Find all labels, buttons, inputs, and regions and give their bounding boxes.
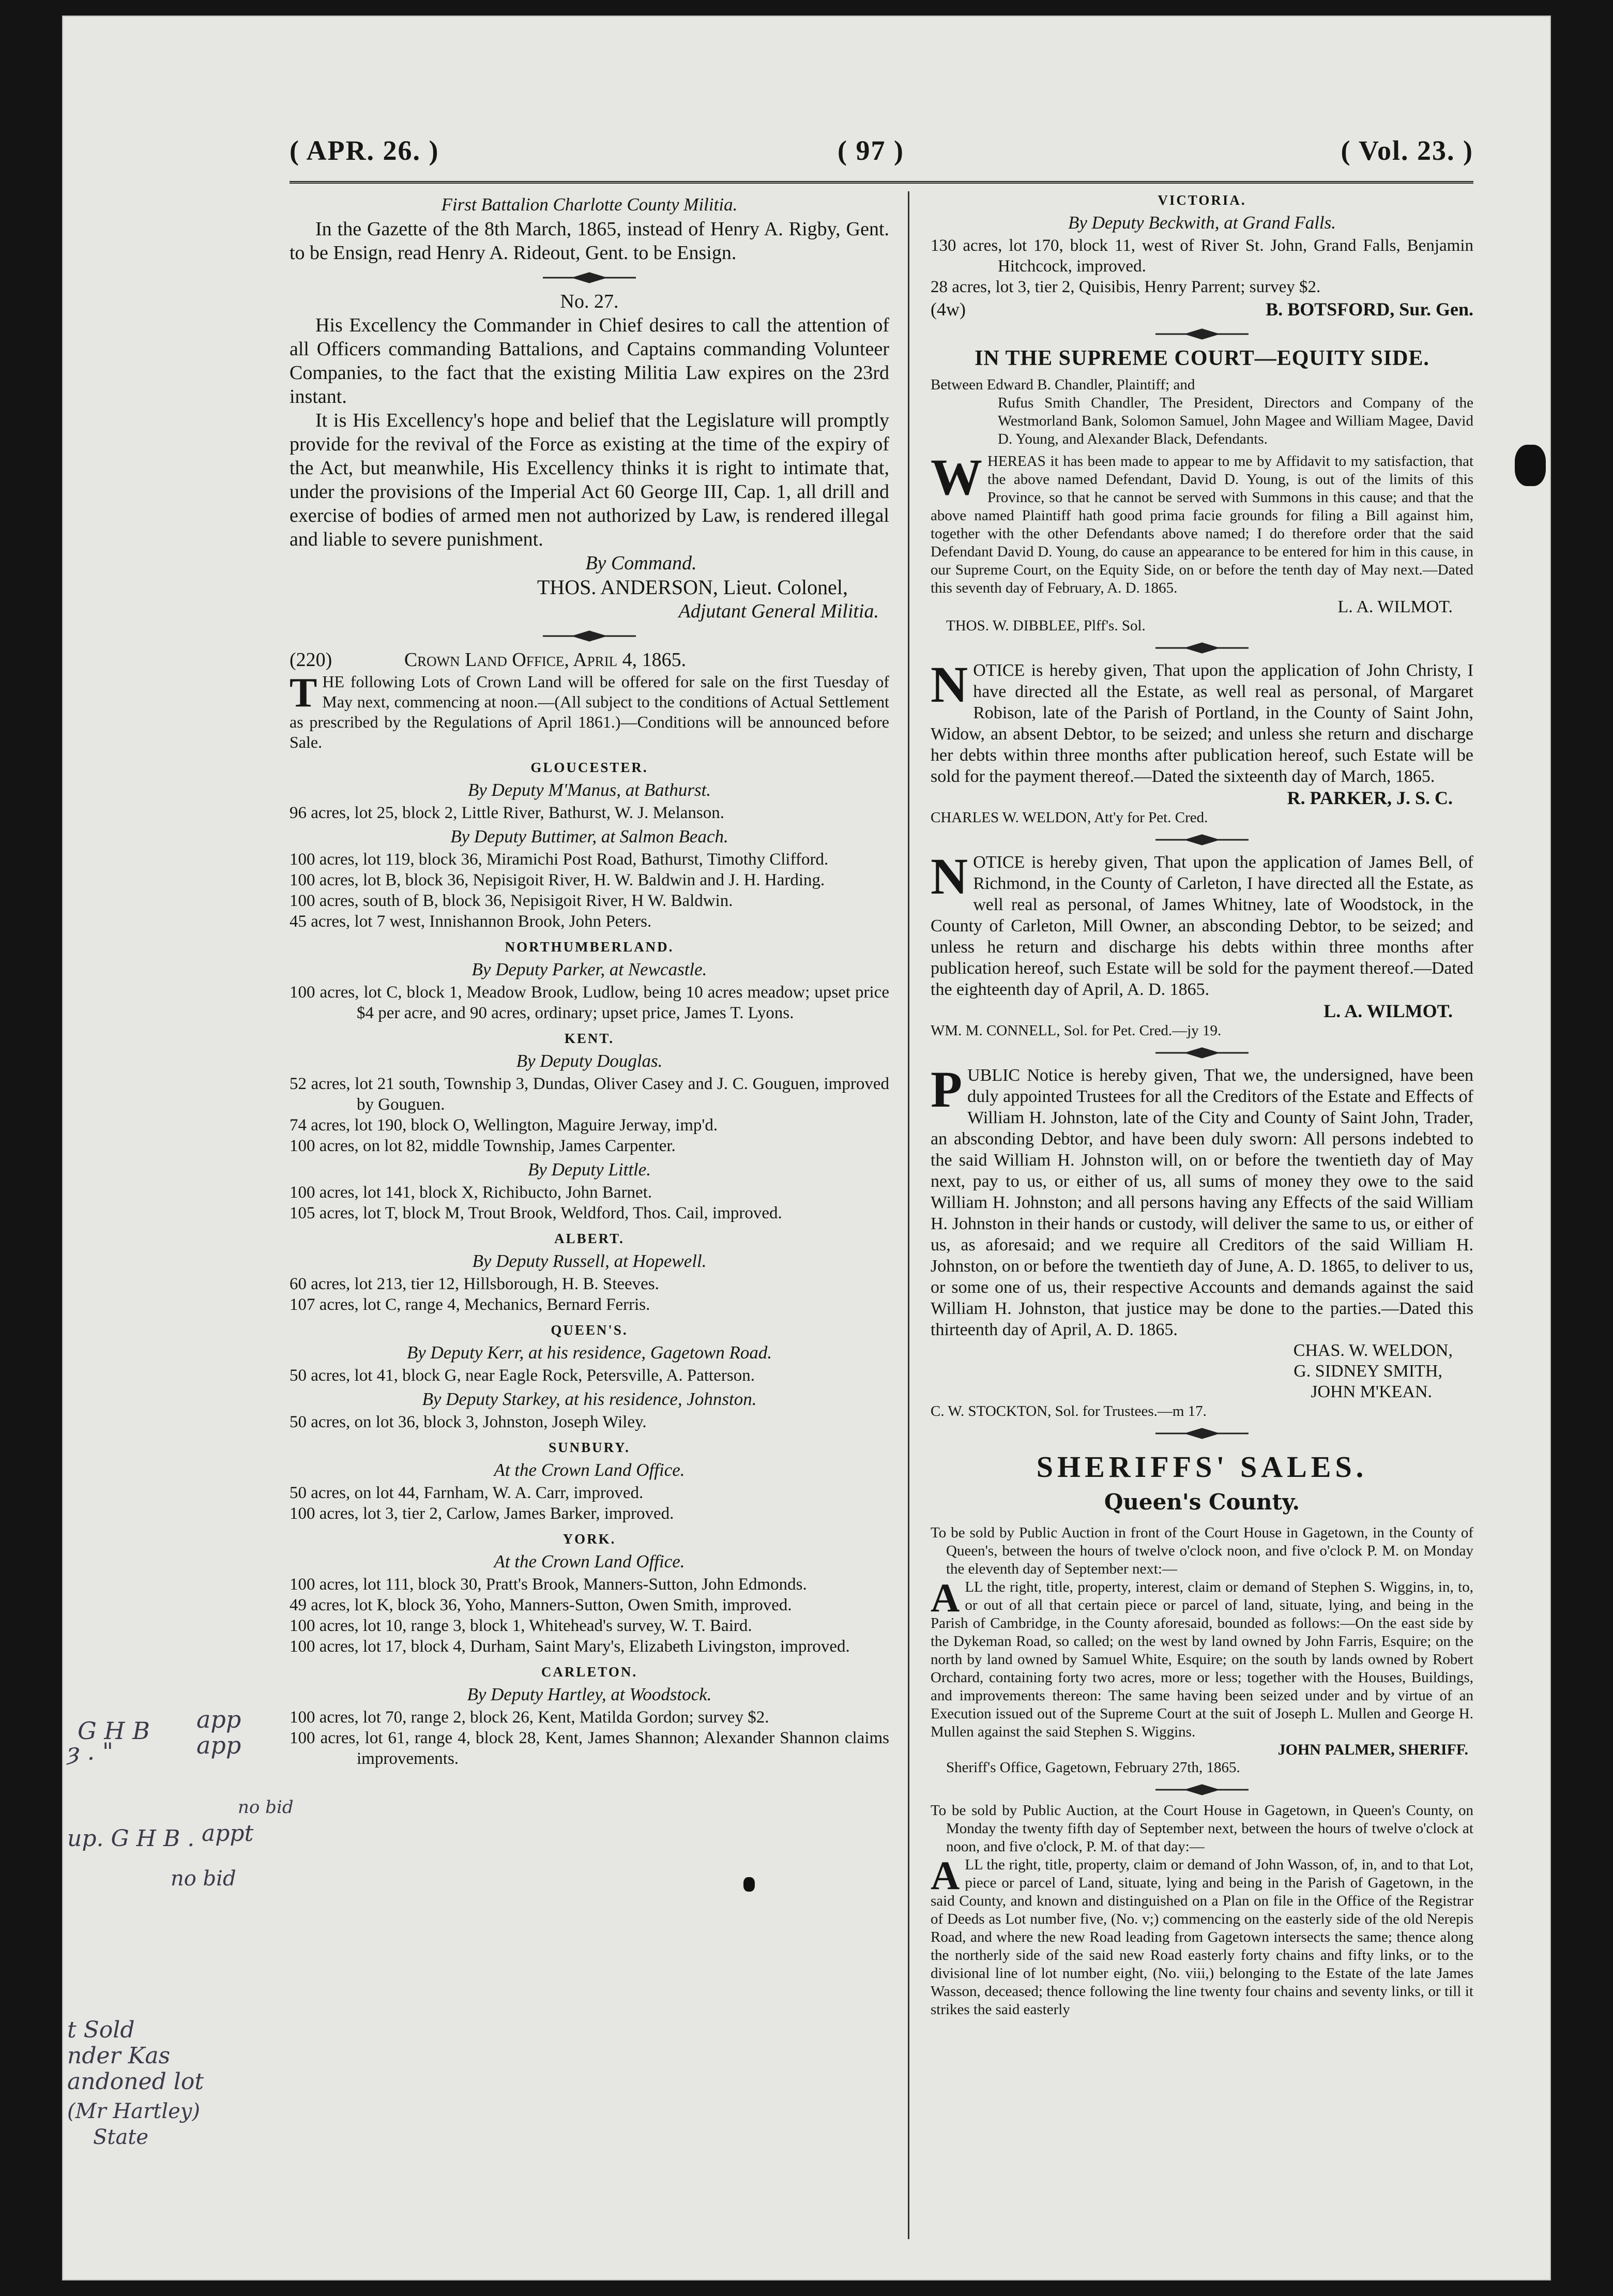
drop-cap-n: N	[931, 848, 968, 905]
lot-entry: 107 acres, lot C, range 4, Mechanics, Bernard Ferris.	[290, 1295, 650, 1314]
county-name: GLOUCESTER.	[530, 760, 648, 775]
botsford-signature-line	[931, 297, 1473, 321]
deputy-line: By Deputy Starkey, at his residence, Johnston.	[422, 1389, 757, 1409]
county-name: QUEEN'S.	[551, 1322, 628, 1338]
handwritten-note: app	[196, 1705, 241, 1733]
notice-whitney-text: OTICE is hereby given, That upon the application of James Bell, of Richmond, in the County of Carleton, I have directed all the Estate, as well real as personal, of James Whitney, late of Woodstock, in the County of Carleton, Mill Owner, an absconding Debtor, to be seized; and unless he return and discharge his debts within three months after publication hereof, such Estate will be sold for the payment thereof.—Dated the eighteenth day of April, A. D. 1865.	[931, 853, 1473, 999]
deputy-line: By Deputy M'Manus, at Bathurst.	[467, 780, 711, 800]
ornament-rule-icon	[1155, 1784, 1249, 1795]
county-albert	[290, 1231, 889, 1315]
deputy-line: By Deputy Buttimer, at Salmon Beach.	[450, 826, 728, 847]
county-queens	[290, 1322, 889, 1432]
county-name: YORK.	[562, 1531, 616, 1547]
order-number: No. 27.	[560, 291, 619, 312]
lot-entry: 96 acres, lot 25, block 2, Little River, Bathurst, W. J. Melanson.	[290, 804, 724, 822]
notice-johnston-text: UBLIC Notice is hereby given, That we, the undersigned, have been duly appointed Trustees for all the Creditors of the Estate and Effects of William H. Johnston, late of the City and County of Saint John, Trader, an absconding Debtor, and have been duly sworn: All persons indebted to the said William H. Johnston will, on or before the twentieth day of May next, pay to us, or either of us, all sums of money they owe to the said William H. Johnston; and all persons having any Effects of the said William H. Johnston in their hands or custody, will deliver the same to us, or either of us, as aforesaid; and we require all Creditors of the said William H. Johnston, on or before the twentieth day of June, A. D. 1865, to deliver to us, or some one of us, their respective Accounts and demands against the said William H. Johnston, that justice may be done to the parties.—Dated this thirteenth day of April, A. D. 1865.	[931, 1066, 1473, 1339]
lot-entry: 49 acres, lot K, block 36, Yoho, Manners-Sutton, Owen Smith, improved.	[290, 1596, 792, 1614]
left-column	[290, 191, 889, 2177]
crown-land-office: Crown Land Office, April 4, 1865.	[404, 649, 687, 671]
sale-1-intro: To be sold by Public Auction in front of the Court House in Gagetown, in the County of Queen's, between the hours of twelve o'clock noon, and five o'clock P. M. on Monday the eleventh day of September next:—	[931, 1524, 1473, 1577]
lot-entry: 100 acres, lot 70, range 2, block 26, Kent, Matilda Gordon; survey $2.	[290, 1708, 769, 1727]
county-kent	[290, 1031, 889, 1223]
county-name: CARLETON.	[541, 1664, 638, 1680]
county-northumberland	[290, 939, 889, 1023]
lot-entry: 50 acres, lot 41, block G, near Eagle Rock, Petersville, A. Patterson.	[290, 1366, 755, 1385]
deputy-line: By Deputy Little.	[527, 1159, 651, 1180]
deputy-line: By Deputy Parker, at Newcastle.	[471, 959, 707, 979]
header-page-number: ( 97 )	[838, 135, 904, 166]
drop-cap-p: P	[931, 1061, 963, 1118]
crown-land-number: (220)	[290, 649, 332, 671]
handwritten-note: ȝ . "	[67, 1738, 114, 1765]
notice-robison	[931, 656, 1473, 787]
deputy-line: By Deputy Kerr, at his residence, Gagetown Road.	[406, 1342, 772, 1363]
lot-entry: 100 acres, lot 17, block 4, Durham, Saint Mary's, Elizabeth Livingston, improved.	[290, 1637, 850, 1656]
handwritten-note: andoned lot	[67, 2068, 204, 2095]
handwritten-note: State	[93, 2125, 149, 2149]
ornament-rule-icon	[543, 630, 636, 642]
sale-2-intro: To be sold by Public Auction, at the Court House in Gagetown, in Queen's County, on Monday the twenty fifth day of September next, between the hours of twelve o'clock at noon, and five o'clock, P. M. of that day:—	[931, 1802, 1473, 1855]
order-paragraph-2: It is His Excellency's hope and belief that the Legislature will promptly provide for the revival of the Force as existing at the time of the expiry of the Act, but meanwhile, His Excellency thinks it is right to intimate that, under the provisions of the Imperial Act 60 George III, Cap. 1, all drill and exercise of bodies of armed men not authorized by Law, is rendered illegal and liable to severe punishment.	[290, 410, 889, 550]
right-column	[931, 191, 1473, 2177]
handwritten-note: nder Kas	[67, 2043, 171, 2069]
lot-entry: 100 acres, lot 119, block 36, Miramichi Post Road, Bathurst, Timothy Clifford.	[290, 850, 829, 869]
sale-2-text: LL the right, title, property, claim or demand of John Wasson, of, in, and to that Lot, piece or parcel of Land, situate, lying and being in the Parish of Gagetown, in the said County, and known and distinguished on a Plan on file in the Office of the Registrar of Deeds as Lot number five, (No. v;) commencing on the easterly side of the old Nerepis Road, and where the new Road leading from Gagetown intersects the same; thence along the northerly side of the said new Road easterly forty chains and fifty links, or to the divisional line of lot number eight, (No. viii,) belonging to the Estate of the late James Wasson, deceased; thence following the line twenty four chains and seventy links, or till it strikes the said easterly	[931, 1856, 1473, 2018]
lot-entry: 28 acres, lot 3, tier 2, Quisibis, Henry Parrent; survey $2.	[931, 278, 1321, 296]
county-name: KENT.	[564, 1031, 615, 1046]
lot-entry: 50 acres, on lot 36, block 3, Johnston, Joseph Wiley.	[290, 1413, 647, 1431]
county-sunbury	[290, 1440, 889, 1524]
deputy-line: At the Crown Land Office.	[494, 1460, 685, 1480]
notice-robison-text: OTICE is hereby given, That upon the application of John Christy, I have directed all the Estate, as well real as personal, of Margaret Robison, late of the Parish of Portland, in the County of Saint John, Widow, an absent Debtor, to be seized; and unless she return and discharge her debts within three months after publication hereof, such Estate will be sold for the payment thereof.—Dated the sixteenth day of March, 1865.	[931, 661, 1473, 786]
lot-entry: 130 acres, lot 170, block 11, west of River St. John, Grand Falls, Benjamin Hitchcock, improved.	[931, 236, 1473, 276]
handwritten-note: up. G H B .	[67, 1825, 195, 1852]
page-header	[290, 124, 1473, 176]
column-divider	[908, 191, 909, 2239]
ornament-rule-icon	[1155, 1428, 1249, 1439]
stockton-solicitor: C. W. STOCKTON, Sol. for Trustees.—m 17.	[931, 1403, 1207, 1419]
lot-entry: 60 acres, lot 213, tier 12, Hillsborough, H. B. Steeves.	[290, 1275, 659, 1293]
drop-cap-n: N	[931, 656, 968, 713]
lot-entry: 100 acres, lot 10, range 3, block 1, Whitehead's survey, W. T. Baird.	[290, 1617, 752, 1635]
notice-whitney	[931, 848, 1473, 1000]
anderson-signature: THOS. ANDERSON, Lieut. Colonel,	[537, 576, 848, 599]
handwritten-note: G H B	[78, 1717, 150, 1745]
lot-entry: 100 acres, lot 141, block X, Richibucto, John Barnet.	[290, 1183, 652, 1202]
drop-cap-a: A	[931, 1853, 960, 1898]
crown-land-text: HE following Lots of Crown Land will be offered for sale on the first Tuesday of May next, commencing at noon.—(All subject to the conditions of Actual Settlement as prescribed by the Regulations of April 1861.)—Conditions will be announced before Sale.	[290, 672, 889, 751]
lot-entry: 100 acres, lot 111, block 30, Pratt's Brook, Manners-Sutton, John Edmonds.	[290, 1575, 807, 1594]
militia-correction: In the Gazette of the 8th March, 1865, instead of Henry A. Rigby, Gent. to be Ensign, read Henry A. Rideout, Gent. to be Ensign.	[290, 218, 889, 264]
order-paragraph-1: His Excellency the Commander in Chief desires to call the attention of all Officers commanding Battalions, and Captains commanding Volunteer Companies, to the fact that the existing Militia Law expires on the 23rd instant.	[290, 314, 889, 407]
by-command: By Command.	[585, 552, 697, 574]
notice-johnston-trustees	[931, 1061, 1473, 1340]
gazette-page	[62, 16, 1551, 2280]
palmer-signature: JOHN PALMER, SHERIFF.	[1277, 1741, 1468, 1758]
militia-heading: First Battalion Charlotte County Militia.	[441, 194, 738, 215]
adjutant-title: Adjutant General Militia.	[678, 600, 879, 622]
county-name: NORTHUMBERLAND.	[505, 939, 674, 955]
ornament-rule-icon	[1155, 1047, 1249, 1059]
county-victoria: VICTORIA.	[1158, 192, 1246, 208]
lot-entry: 52 acres, lot 21 south, Township 3, Dundas, Oliver Casey and J. C. Gouguen, improved by Gouguen.	[290, 1075, 889, 1114]
supreme-court-heading: IN THE SUPREME COURT—EQUITY SIDE.	[975, 346, 1429, 370]
crown-land-intro	[290, 672, 889, 752]
court-solicitor: THOS. W. DIBBLEE, Plff's. Sol.	[946, 617, 1146, 634]
ornament-rule-icon	[543, 272, 636, 283]
ornament-rule-icon	[1155, 834, 1249, 845]
county-name: ALBERT.	[554, 1231, 625, 1246]
header-date: ( APR. 26. )	[290, 135, 439, 166]
county-carleton	[290, 1664, 889, 1769]
lot-entry: 100 acres, lot B, block 36, Nepisigoit River, H. W. Baldwin and J. H. Harding.	[290, 871, 825, 889]
wilmot-signature: L. A. WILMOT.	[1323, 1001, 1453, 1021]
court-parties: Rufus Smith Chandler, The President, Directors and Company of the Westmorland Bank, Solomon Samuel, John Magee and William Magee, David D. Young, and Alexander Black, Defendants.	[998, 395, 1473, 447]
lot-entry: 45 acres, lot 7 west, Innishannon Brook, John Peters.	[290, 912, 652, 931]
lot-entry: 50 acres, on lot 44, Farnham, W. A. Carr, improved.	[290, 1484, 644, 1502]
lot-entry: 100 acres, lot 3, tier 2, Carlow, James Barker, improved.	[290, 1504, 674, 1523]
handwritten-note: appt	[202, 1820, 254, 1847]
header-volume: ( Vol. 23. )	[1341, 135, 1473, 166]
crown-land-dateline	[290, 648, 889, 672]
deputy-line: At the Crown Land Office.	[494, 1551, 685, 1572]
queens-county-heading: Queen's County.	[1104, 1489, 1300, 1515]
court-order-text: HEREAS it has been made to appear to me by Affidavit to my satisfaction, that the above named Defendant, David D. Young, is out of the limits of this Province, so that he cannot be served with Summons in this cause; and that the above named Plaintiff hath good prima facie grounds for filing a Bill against him, together with the other Defendants above named; I do therefore order that the said Defendant David D. Young, do cause an appearance to be entered for him in this cause, in our Supreme Court, on the Equity Side, on or before the tenth day of May next.—Dated this seventh day of February, A. D. 1865.	[931, 453, 1473, 596]
sale-1-text: LL the right, title, property, interest, claim or demand of Stephen S. Wiggins, in, to, or out of all that certain piece or parcel of land, situate, lying, and being in the Parish of Cambridge, in the County aforesaid, bounded as follows:—On the east side by the Dykeman Road, so called; on the west by land owned by John Farris, Esquire; on the north by land owned by Samuel White, Esquire; on the south by lands owned by Robert Orchard, containing forty two acres, more or less; together with the Houses, Buildings, and improvements thereon: The same having been seized under and by virtue of an Execution issued out of the Supreme Court at the suit of Joseph L. Mullen and George H. Mullen against the said Stephen S. Wiggins.	[931, 1579, 1473, 1740]
ornament-rule-icon	[1155, 642, 1249, 654]
county-gloucester	[290, 760, 889, 932]
handwritten-note: no bid	[238, 1797, 294, 1818]
court-signature: L. A. WILMOT.	[1337, 597, 1453, 616]
weldon-attorney: CHARLES W. WELDON, Att'y for Pet. Cred.	[931, 809, 1208, 826]
ink-blot-icon	[1515, 445, 1546, 486]
court-order	[931, 448, 1473, 597]
connell-solicitor: WM. M. CONNELL, Sol. for Pet. Cred.—jy 19.	[931, 1022, 1222, 1039]
sheriffs-sales-heading: SHERIFFS' SALES.	[1036, 1450, 1368, 1484]
lot-entry: 105 acres, lot T, block M, Trout Brook, Weldford, Thos. Cail, improved.	[290, 1204, 782, 1222]
botsford-signature: B. BOTSFORD, Sur. Gen.	[1266, 299, 1473, 320]
handwritten-note: t Sold	[67, 2017, 135, 2043]
notice-number: (4w)	[931, 299, 966, 320]
trustee-signature: JOHN M'KEAN.	[1311, 1382, 1432, 1401]
header-rule	[290, 181, 1473, 184]
court-between: Between Edward B. Chandler, Plaintiff; and	[931, 376, 1195, 393]
county-name: SUNBURY.	[549, 1440, 630, 1455]
lot-entry: 100 acres, on lot 82, middle Township, James Carpenter.	[290, 1137, 676, 1155]
ink-blot-icon	[743, 1877, 755, 1892]
deputy-line: By Deputy Hartley, at Woodstock.	[467, 1684, 712, 1704]
handwritten-note: (Mr Hartley)	[67, 2099, 200, 2123]
drop-cap-t: T	[290, 670, 317, 716]
handwritten-note: no bid	[171, 1867, 236, 1891]
lot-entry: 100 acres, lot 61, range 4, block 28, Kent, James Shannon; Alexander Shannon claims improvements.	[290, 1729, 889, 1768]
parker-signature: R. PARKER, J. S. C.	[1287, 788, 1453, 808]
trustee-signature: CHAS. W. WELDON,	[1293, 1341, 1453, 1360]
sheriff-office-date: Sheriff's Office, Gagetown, February 27th, 1865.	[946, 1759, 1240, 1776]
county-york	[290, 1531, 889, 1657]
lot-entry: 74 acres, lot 190, block O, Wellington, Maguire Jerway, imp'd.	[290, 1116, 718, 1135]
trustee-signature: G. SIDNEY SMITH,	[1294, 1362, 1442, 1381]
sale-1-description	[931, 1575, 1473, 1741]
drop-cap-w: W	[931, 448, 982, 506]
lot-entry: 100 acres, south of B, block 36, Nepisigoit River, H W. Baldwin.	[290, 892, 733, 910]
lot-entry: 100 acres, lot C, block 1, Meadow Brook, Ludlow, being 10 acres meadow; upset price $4 per acre, and 90 acres, ordinary; upset price, James T. Lyons.	[290, 983, 889, 1022]
deputy-line: By Deputy Beckwith, at Grand Falls.	[1068, 213, 1336, 233]
deputy-line: By Deputy Douglas.	[516, 1051, 663, 1071]
handwritten-note: app	[196, 1731, 241, 1759]
deputy-line: By Deputy Russell, at Hopewell.	[472, 1251, 707, 1271]
drop-cap-a: A	[931, 1575, 960, 1620]
ornament-rule-icon	[1155, 328, 1249, 340]
sale-2-description	[931, 1853, 1473, 2019]
